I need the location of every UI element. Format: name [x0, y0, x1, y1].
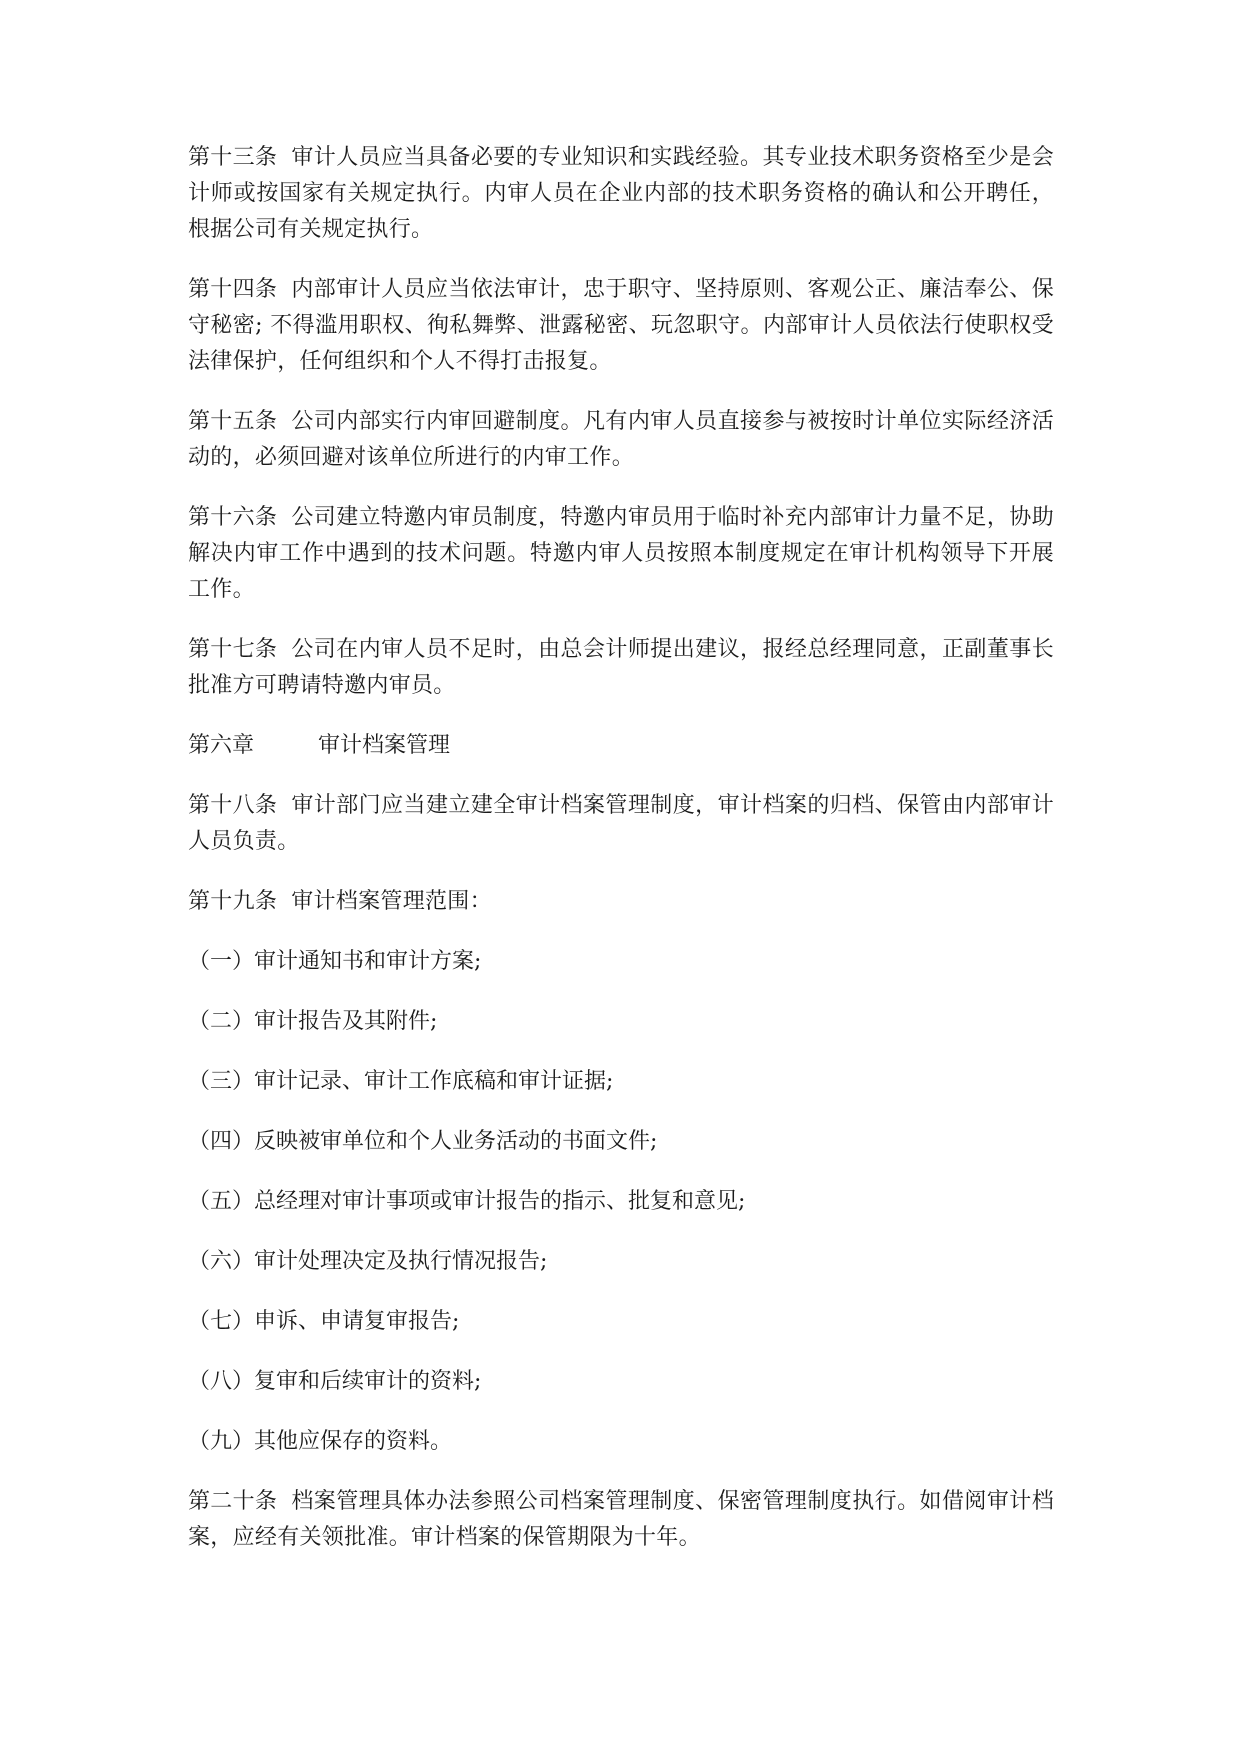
article-text: 审计人员应当具备必要的专业知识和实践经验。其专业技术职务资格至少是会计师或按国家有关规定执行。内审人员在企业内部的技术职务资格的确认和公开聘任，根据公司有关规定执行。 [188, 145, 1054, 242]
list-item: （六）审计处理决定及执行情况报告; [188, 1249, 548, 1274]
list-item: （四）反映被审单位和个人业务活动的书面文件; [188, 1129, 658, 1154]
article-20 [188, 1484, 1054, 1556]
article-16 [188, 500, 1054, 608]
document-body [188, 140, 1054, 1580]
article-number: 第十七条 [188, 637, 278, 662]
article-15 [188, 404, 1054, 476]
article-text: 公司建立特邀内审员制度，特邀内审员用于临时补充内部审计力量不足，协助解决内审工作中遇到的技术问题。特邀内审人员按照本制度规定在审计机构领导下开展工作。 [188, 505, 1054, 602]
article-19 [188, 884, 1054, 920]
list-item: （五）总经理对审计事项或审计报告的指示、批复和意见; [188, 1189, 746, 1214]
article-number: 第二十条 [188, 1489, 278, 1514]
article-text: 公司内部实行内审回避制度。凡有内审人员直接参与被按时计单位实际经济活动的，必须回避对该单位所进行的内审工作。 [188, 409, 1054, 470]
article-number: 第十九条 [188, 889, 278, 914]
article-number: 第十四条 [188, 277, 278, 302]
article-number: 第十八条 [188, 793, 278, 818]
list-item: （九）其他应保存的资料。 [188, 1429, 453, 1454]
article-text: 公司在内审人员不足时，由总会计师提出建议，报经总经理同意，正副董事长批准方可聘请特邀内审员。 [188, 637, 1054, 698]
chapter-number: 第六章 [188, 733, 255, 758]
list-item: （三）审计记录、审计工作底稿和审计证据; [188, 1069, 614, 1094]
list-item: （八）复审和后续审计的资料; [188, 1369, 482, 1394]
article-text: 内部审计人员应当依法审计，忠于职守、坚持原则、客观公正、廉洁奉公、保守秘密; 不得滥用职权、徇私舞弊、泄露秘密、玩忽职守。内部审计人员依法行使职权受法律保护，任何组织和个人不得打击报复。 [188, 277, 1054, 374]
article-17 [188, 632, 1054, 704]
article-number: 第十五条 [188, 409, 278, 434]
article-text: 档案管理具体办法参照公司档案管理制度、保密管理制度执行。如借阅审计档案，应经有关领批准。审计档案的保管期限为十年。 [188, 1489, 1054, 1550]
chapter-heading [188, 728, 1054, 764]
article-text: 审计部门应当建立建全审计档案管理制度，审计档案的归档、保管由内部审计人员负责。 [188, 793, 1054, 854]
article-text: 审计档案管理范围： [291, 889, 492, 914]
article-18 [188, 788, 1054, 860]
list-item: （一）审计通知书和审计方案; [188, 949, 482, 974]
list-item: （七）申诉、申请复审报告; [188, 1309, 460, 1334]
list-item: （二）审计报告及其附件; [188, 1009, 438, 1034]
article-13 [188, 140, 1054, 248]
article-number: 第十六条 [188, 505, 278, 530]
article-number: 第十三条 [188, 145, 278, 170]
chapter-title: 审计档案管理 [318, 733, 451, 758]
article-14 [188, 272, 1054, 380]
